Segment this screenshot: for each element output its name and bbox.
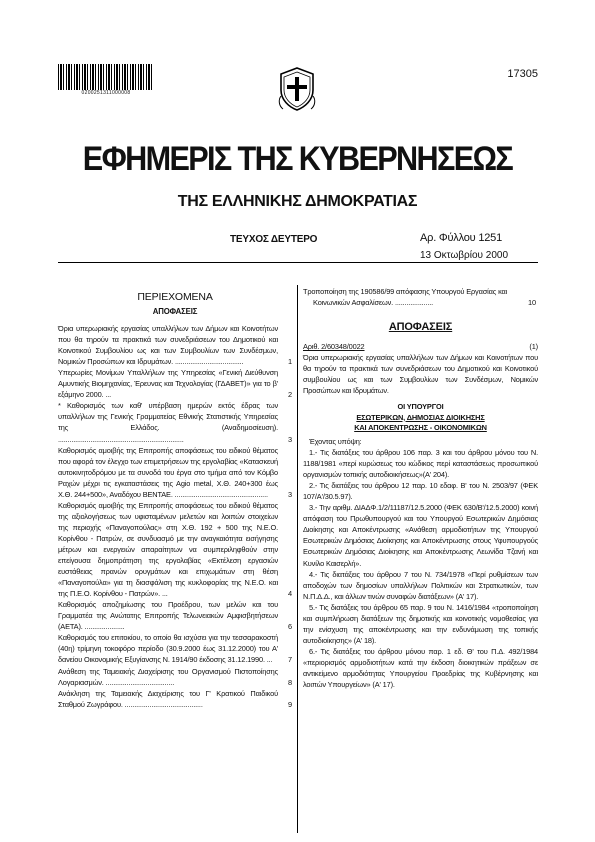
header-divider [58, 262, 538, 263]
contents-column [58, 288, 292, 710]
issue-date: 13 Οκτωβρίου 2000 [420, 250, 509, 261]
toc-entry-text: Όρια υπερωριακής εργασίας υπαλλήλων των Δήμων και Κοινοτήτων που θα τηρούν τα πρακτικά των συνεδριάσεων του Δημοτικού και Κοινοτικού Συμβουλίου ως και των Συμβουλίων των Συνδέσμων, Νομικών Προσώπων και Ιδρυμάτων. .................................... [58, 324, 278, 367]
toc-entry[interactable] [58, 400, 292, 444]
toc-entry-page: 2 [288, 390, 292, 400]
decision-paragraph: 4.- Τις διατάξεις του άρθρου 7 του Ν. 734/1978 «Περί ρυθμίσεων των αποδοχών των δημοσίων υπαλλήλων Πολιτικών και Στρατιωτικών, των Ν.Π.Δ.Δ., και άλλων τινών συναφών διατάξεων» (Α' 17). [303, 569, 538, 601]
toc-entry-text: Καθορισμός του επιτοκίου, το οποίο θα ισχύσει για την τεσσαρακοστή (40η) τρίμηνη τοκοφόρο περίοδο (30.9.2000 έως 31.12.2000) του Α' δανείου Οικονομικής Εξυγίανσης Ν. 1914/90 έκδοσης 31.12.1990. ... [58, 633, 278, 665]
toc-entry-text: Καθορισμός αμοιβής της Επιτροπής αποφάσεως του ειδικού θέματος της αξιολογήσεως των υφισταμένων μελετών και λοιπών στοιχείων της περιοχής «Παναγοπούλας» στη Χ.Θ. 192 + 500 της Ν.Ε.Ο. Κορίνθου - Πατρών, σε συνδυασμό με την αναγκαιότητα εισήγησης μέτρων και ενεργειών απαραίτητων να συμπεριληφθούν στην επείγουσα δημοπράτηση της εργολαβίας «Εκτέλεση εργασιών ευστάθειας πρανών ορυγμάτων και επιχωμάτων στη θέση «Παναγοπούλα» για τη διασφάλιση της κυκλοφορίας της Ν.Ε.Ο. και της Π.Ε.Ο. Κορίνθου - Πατρών». ... [58, 500, 278, 599]
toc-entry[interactable] [58, 367, 292, 400]
toc-entry[interactable]: Τροποποίηση της 190586/99 απόφασης Υπουργού Εργασίας και Κοινωνικών Ασφαλίσεων. .................... 10 [303, 287, 536, 308]
decision-paragraph: 3.- Την αριθμ. ΔΙΑΔΦ.1/2/11187/12.5.2000 (ΦΕΚ 630/Β'/12.5.2000) κοινή απόφαση του Πρωθυπουργού και του Υπουργού Εσωτερικών Δημόσιας Διοίκησης και Αποκέντρωσης «Ανάθεση αρμοδιοτήτων της Υπουργού Εσωτερικών Δημόσιας Διοίκησης και Αποκέντρωσης στους Υφυπουργούς Εσωτερικών Δημόσιας Διοίκησης και Αποκέντρωσης Λεωνίδα Τζανή και Κυνίλο Καισερλή». [303, 503, 538, 568]
toc-entry-page: 4 [288, 589, 292, 599]
column-divider [297, 285, 298, 833]
gazette-title: ΕΦΗΜΕΡΙΣ ΤΗΣ ΚΥΒΕΡΝΗΣΕΩΣ [82, 140, 513, 178]
barcode-number: 0200251311000008 [81, 90, 131, 96]
toc-entry-text: Καθορισμός αποζημίωσης του Προέδρου, των μελών και του Γραμματέα της Ανώτατης Επιτροπής Τελωνειακών Αμφισβητήσεων (ΑΕΤΑ). ..................... [58, 600, 278, 632]
ministers-title-line: ΟΙ ΥΠΟΥΡΓΟΙ [397, 402, 444, 412]
toc-entry[interactable] [58, 688, 292, 710]
decision-paragraph: 5.- Τις διατάξεις του άρθρου 65 παρ. 9 του Ν. 1416/1984 «τροποποίηση και συμπλήρωση διατάξεων της δημοτικής και κοινοτικής νομοθεσίας για την ενίσχυση της αποκέντρωσης και την ενδυνάμωση της τοπικής αυτοδιοίκησης» (Α' 18). [303, 602, 538, 645]
toc-entry-page: 6 [288, 622, 292, 632]
toc-entry-page: 3 [288, 434, 292, 444]
decision-index: (1) [529, 342, 538, 352]
toc-entry[interactable] [58, 599, 292, 632]
decision-column [303, 286, 538, 690]
contents-section-heading: ΑΠΟΦΑΣΕΙΣ [152, 307, 198, 316]
toc-entry[interactable] [58, 632, 292, 665]
decisions-heading: ΑΠΟΦΑΣΕΙΣ [388, 321, 453, 334]
decision-intro: Έχοντας υπόψη: [309, 436, 362, 446]
toc-entry-text: Υπερωρίες Μονίμων Υπαλλήλων της Υπηρεσίας «Γενική Διεύθυνση Αμυντικής Βιομηχανίας, Έρευνας και Τεχνολογίας (ΓΔΑΒΕΤ)» για το β' εξάμηνο 2000. ... [58, 368, 278, 400]
toc-entry[interactable] [58, 323, 292, 367]
decision-paragraph: 6.- Τις διατάξεις του άρθρου μόνου παρ. 1 εδ. Θ' του Π.Δ. 492/1984 «περιορισμός αρμοδιοτήτων κατά την έκδοση διοικητικών πράξεων σε αντικείμενο αρμοδιότητας Υπουργείου Προεδρίας της Κυβέρνησης και λοιπών Υπουργείων» (Α' 17). [303, 646, 538, 690]
gazette-subtitle: ΤΗΣ ΕΛΛΗΝΙΚΗΣ ΔΗΜΟΚΡΑΤΙΑΣ [177, 193, 418, 210]
toc-entry-page: 9 [288, 699, 292, 709]
ministers-title-line: ΚΑΙ ΑΠΟΚΕΝΤΡΩΣΗΣ - ΟΙΚΟΝΟΜΙΚΩΝ [354, 422, 487, 432]
barcode [58, 64, 154, 90]
ministers-title [303, 402, 538, 433]
page-number: 17305 [507, 68, 538, 80]
toc-entry[interactable] [58, 445, 292, 500]
toc-entry-page: 3 [288, 489, 292, 499]
issue-label: ΤΕΥΧΟΣ ΔΕΥΤΕΡΟ [230, 234, 318, 245]
toc-entry[interactable] [58, 500, 292, 599]
toc-entry-text: * Καθορισμός των καθ' υπέρβαση ημερών εκτός έδρας των υπαλλήλων της Γενικής Γραμματείας Εθνικής Στατιστικής Υπηρεσίας της Ελλάδος. (Αναδημοσίευση). .................................................................. [58, 401, 278, 444]
decision-reference [303, 341, 538, 352]
greek-emblem-icon [277, 66, 317, 112]
toc-entry[interactable] [58, 666, 292, 688]
contents-heading: ΠΕΡΙΕΧΟΜΕΝΑ [137, 291, 213, 303]
toc-entry-page: 7 [288, 655, 292, 665]
toc-entry-page: 1 [288, 357, 292, 367]
decision-paragraph: 2.- Τις διατάξεις του άρθρου 12 παρ. 10 εδαφ. Β' του Ν. 2503/97 (ΦΕΚ 107/Α'/30.5.97). [303, 481, 538, 502]
toc-entry-page: 8 [288, 677, 292, 687]
decision-subject: Όρια υπερωριακής εργασίας υπαλλήλων των Δήμων και Κοινοτήτων που θα τηρούν τα πρακτικά των συνεδριάσεων του Δημοτικού και Κοινοτικού συμβουλίου ως και των Συμβουλίων των Συνδέσμων, Νομικών Προσώπων και Ιδρυμάτων. [303, 353, 538, 396]
sheet-number: Αρ. Φύλλου 1251 [420, 232, 502, 244]
decision-paragraph: 1.- Τις διατάξεις του άρθρου 106 παρ. 3 και του άρθρου μόνου του Ν. 1188/1981 «περί κυρώσεως του κώδικος περί καταστάσεως προσωπικού οργανισμών τοπικής αυτοδιοικήσεως»(Α' 204). [303, 448, 538, 480]
decision-number: Αριθ. 2/60348/0022 [303, 342, 365, 352]
ministers-title-line: ΕΣΩΤΕΡΙΚΩΝ, ΔΗΜΟΣΙΑΣ ΔΙΟΙΚΗΣΗΣ [356, 412, 485, 422]
toc-entry-text: Ανάθεση της Ταμειακής Διαχείρισης του Οργανισμού Πιστοποίησης Λογαριασμών. .................................... [58, 666, 278, 687]
toc-entry-text: Καθορισμός αμοιβής της Επιτροπής αποφάσεως του ειδικού θέματος που αφορά τον έλεγχο των επιμετρήσεων της εργολαβίας «Κατασκευή αυτοκινητοδρόμου με τα συνοδά του έργα στο τμήμα από τον Κόμβο Ραχών μέχρι τις εγκαταστάσεις της Αgio metal, Χ.Θ. 240+300 έως Χ.Θ. 244+500», Αναδόχου ΒΕΝΤΑΕ. ................................................. [58, 445, 278, 499]
toc-entry-text: Ανάκληση της Ταμειακής Διαχείρισης του Γ' Κρατικού Παιδικού Σταθμού Ζωγράφου. ......................................... [58, 688, 278, 709]
toc-entry-text: Τροποποίηση της 190586/99 απόφασης Υπουργού Εργασίας και Κοινωνικών Ασφαλίσεων. .................... [303, 287, 508, 308]
